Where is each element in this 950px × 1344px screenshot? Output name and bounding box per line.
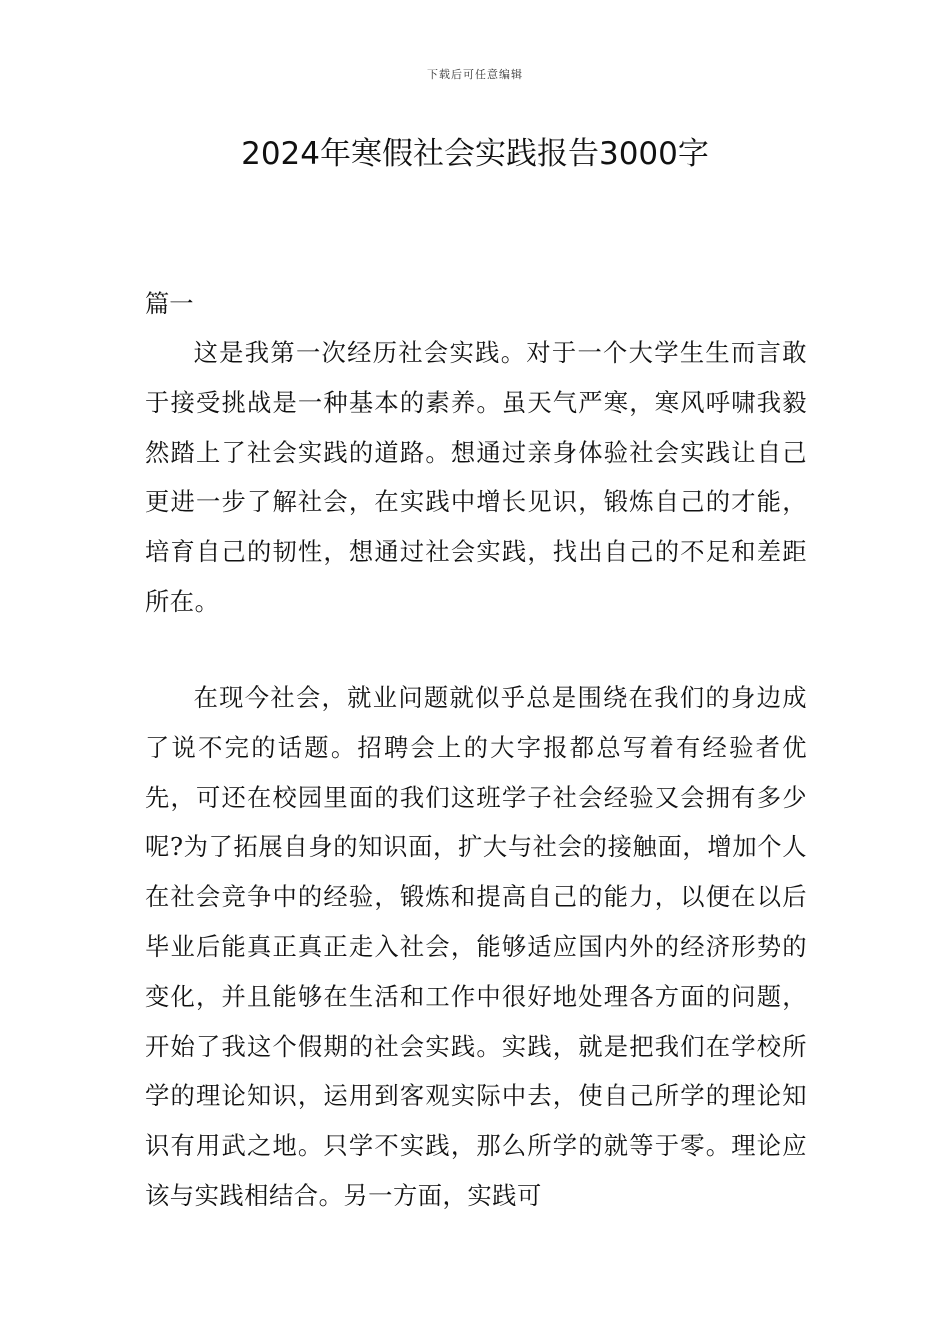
- header-note: 下载后可任意编辑: [427, 68, 523, 81]
- section-label: 篇一: [145, 289, 194, 318]
- paragraph-1-container: [145, 328, 807, 627]
- paragraph-1: 这是我第一次经历社会实践。对于一个大学生生而言敢于接受挑战是一种基本的素养。虽天气严寒，寒风呼啸我毅然踏上了社会实践的道路。想通过亲身体验社会实践让自己更进一步了解社会，在实践中增长见识，锻炼自己的才能，培育自己的韧性，想通过社会实践，找出自己的不足和差距所在。: [145, 338, 807, 616]
- paragraph-2-container: [145, 673, 807, 1221]
- document-title: 2024年寒假社会实践报告3000字: [241, 136, 709, 172]
- paragraph-2: 在现今社会，就业问题就似乎总是围绕在我们的身边成了说不完的话题。招聘会上的大字报都总写着有经验者优先，可还在校园里面的我们这班学子社会经验又会拥有多少呢?为了拓展自身的知识面，扩大与社会的接触面，增加个人在社会竞争中的经验，锻炼和提高自己的能力，以便在以后毕业后能真正真正走入社会，能够适应国内外的经济形势的变化，并且能够在生活和工作中很好地处理各方面的问题，开始了我这个假期的社会实践。实践，就是把我们在学校所学的理论知识，运用到客观实际中去，使自己所学的理论知识有用武之地。只学不实践，那么所学的就等于零。理论应该与实践相结合。另一方面，实践可: [145, 683, 807, 1210]
